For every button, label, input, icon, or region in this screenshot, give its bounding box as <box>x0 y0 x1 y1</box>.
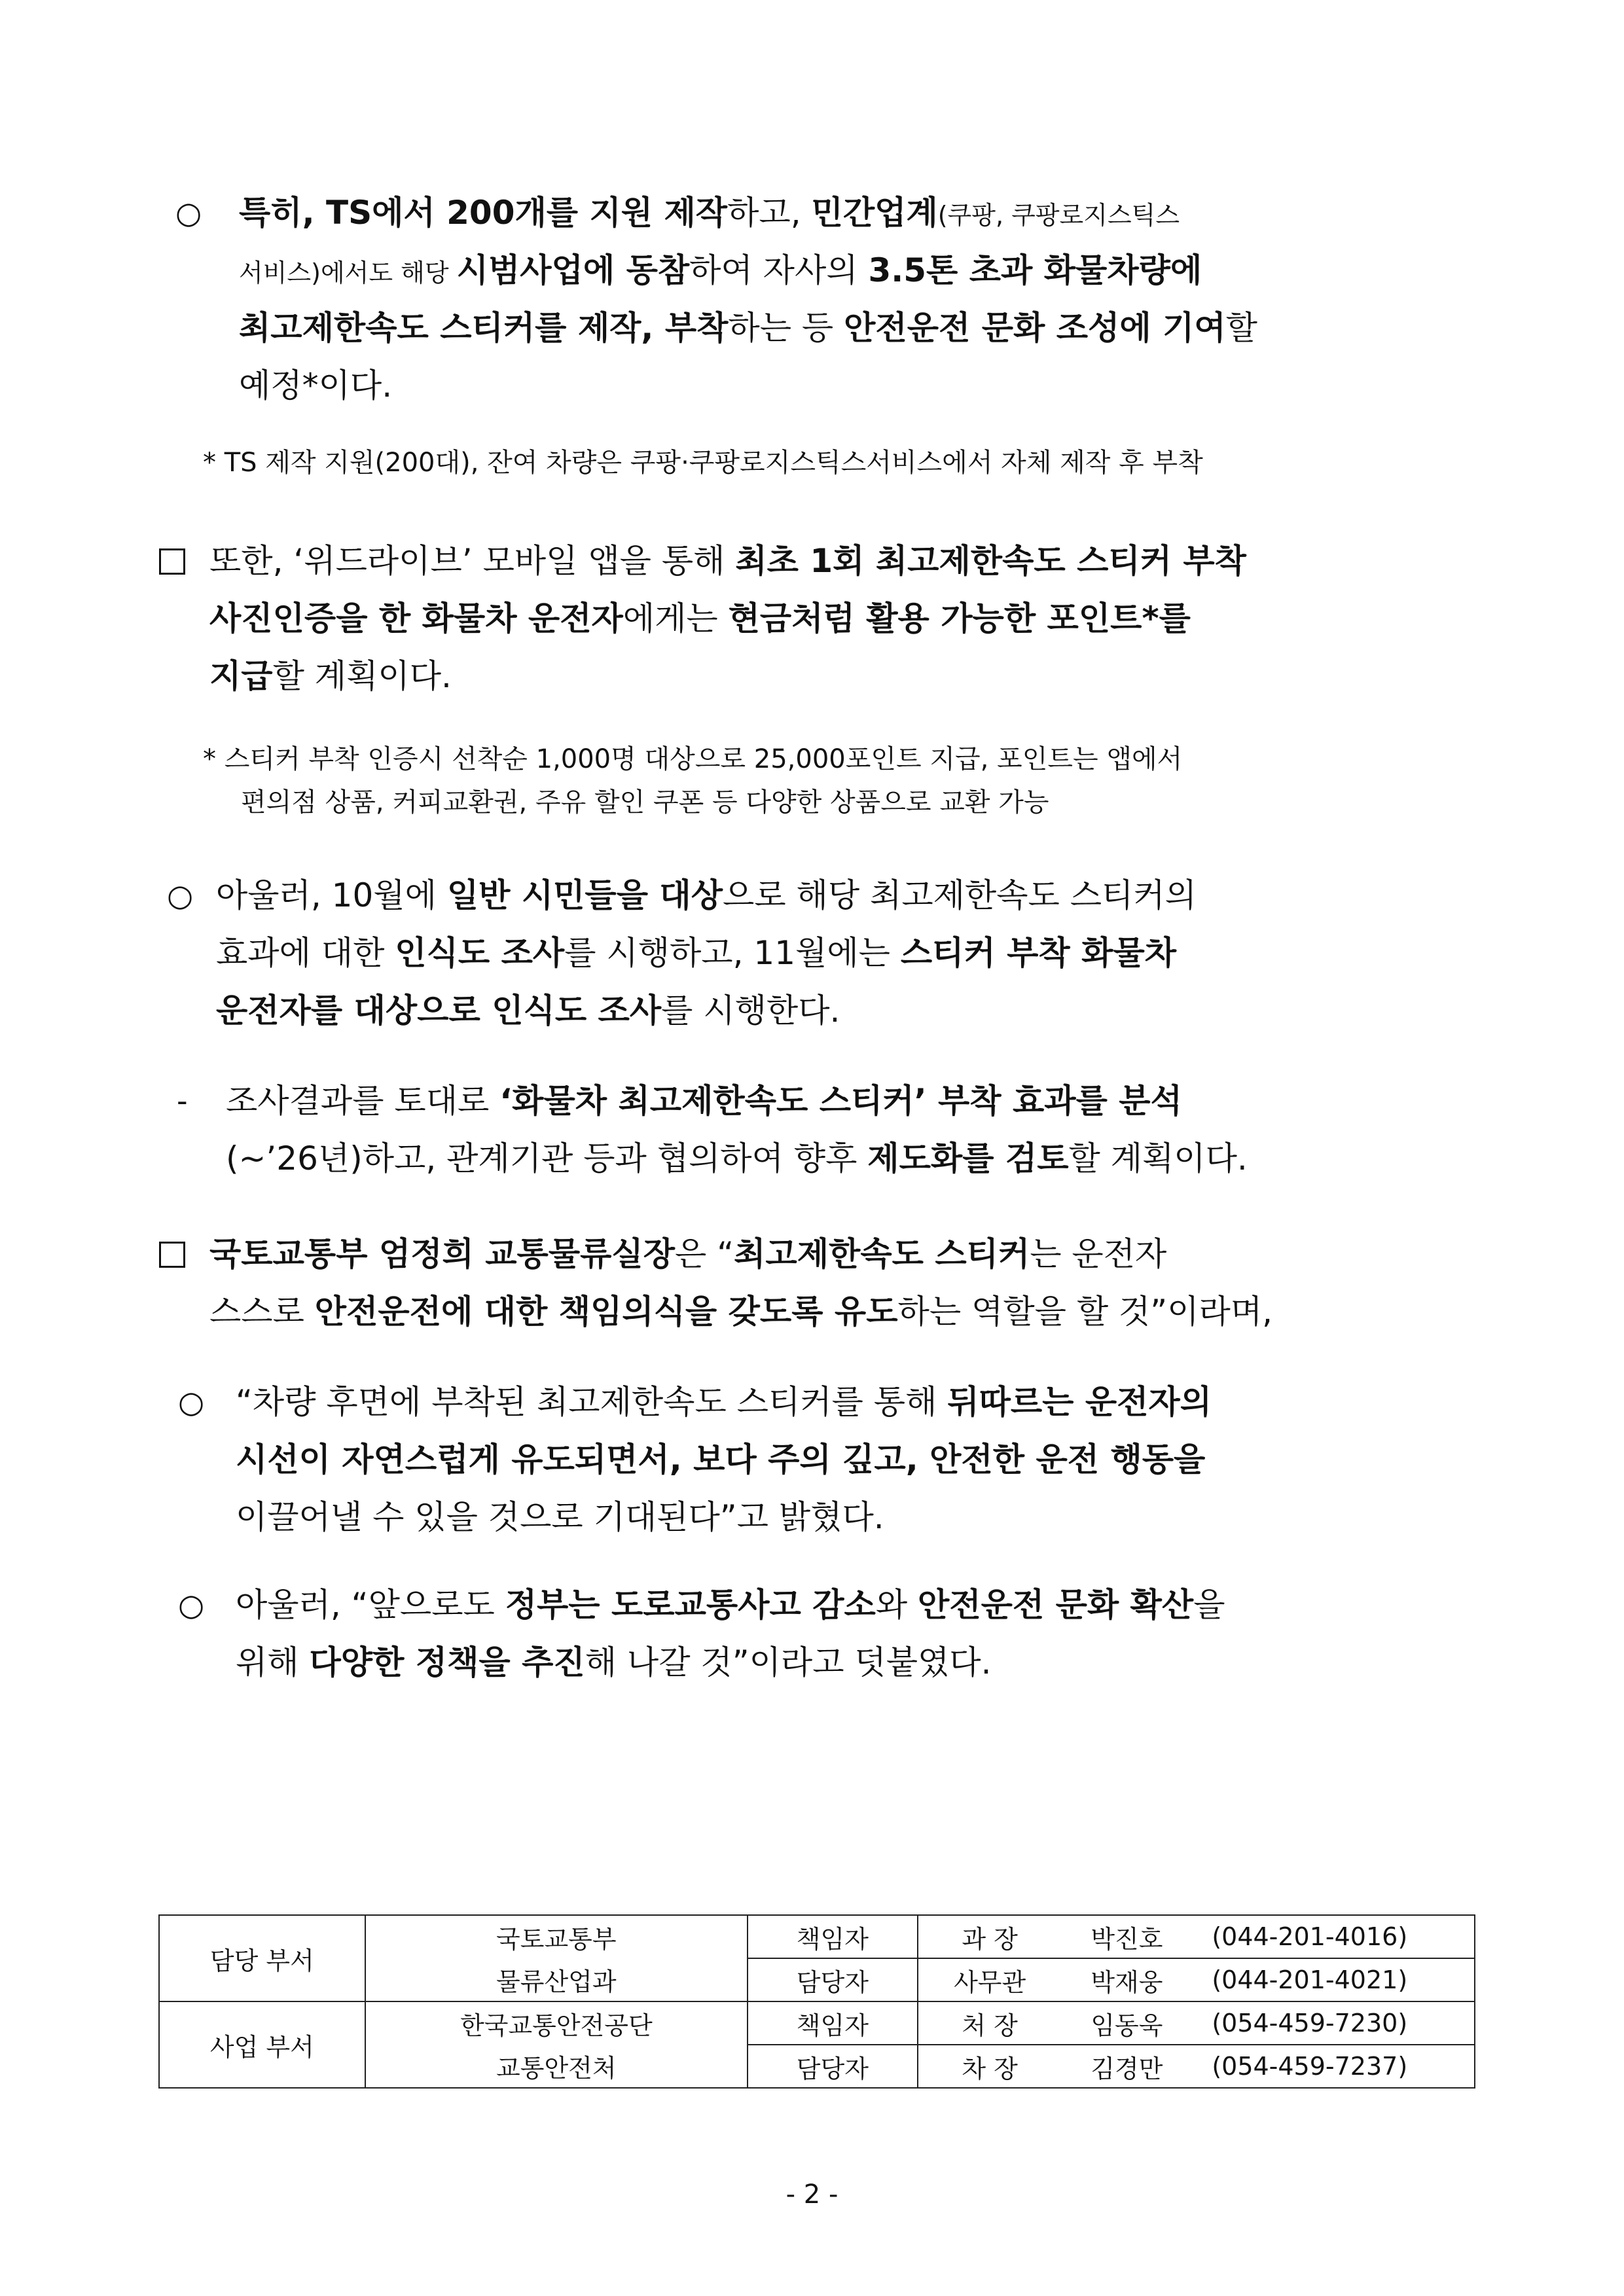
s1-l3-a: 최고제한속도 스티커를 제작, 부착 <box>239 309 729 347</box>
contacts-table <box>158 1914 1475 2089</box>
s1-l4: 예정*이다. <box>239 367 393 404</box>
s2-l2-a: 사진인증을 한 화물차 운전자 <box>209 600 623 637</box>
s2-l2-b: 에게는 <box>623 600 729 637</box>
role: 담당자 <box>748 1958 918 2001</box>
s1-l2-c: 하여 자사의 <box>689 251 869 289</box>
s3-l1-b: 일반 시민들을 대상 <box>446 876 723 914</box>
s3-sub2-a: (~’26년)하고, 관계기관 등과 협의하여 향후 <box>226 1139 868 1177</box>
page-number: - 2 - <box>785 2179 839 2210</box>
s3-line-2 <box>216 925 1176 980</box>
s3-sub2-b: 제도화를 검토 <box>867 1139 1069 1177</box>
s3-l2-d: 스티커 부착 화물차 <box>900 934 1177 972</box>
circle-bullet-icon: ○ <box>178 1384 205 1420</box>
s4-l1-b: 은 “ <box>675 1235 734 1273</box>
s3-line-1 <box>216 868 1197 923</box>
s1-l3-d: 할 <box>1225 309 1257 347</box>
org-name: 교통안전처 <box>365 2045 748 2088</box>
s3-sub1-a: 조사결과를 토대로 <box>226 1082 500 1120</box>
dept-label: 담당 부서 <box>159 1915 365 2001</box>
s4-l2-a: 스스로 <box>209 1293 315 1331</box>
s1-l1-b: 하고, <box>727 194 812 232</box>
phone-number: (044-201-4021) <box>1192 1958 1475 2001</box>
s4-q2-l1-b: 정부는 도로교통사고 감소 <box>505 1586 876 1624</box>
s1-line-3 <box>239 300 1257 355</box>
s2-l3-a: 지급 <box>209 657 273 695</box>
person-name: 임동욱 <box>1062 2001 1193 2045</box>
s4-q2-l1-a: 아울러, “앞으로도 <box>236 1586 505 1624</box>
role: 담당자 <box>748 2045 918 2088</box>
s2-line-2 <box>209 591 1191 646</box>
dept-label: 사업 부서 <box>159 2001 365 2088</box>
s4-l1-d: 는 운전자 <box>1030 1235 1167 1273</box>
s4-l1-c: 최고제한속도 스티커 <box>734 1235 1030 1273</box>
s4-line-1 <box>209 1227 1166 1282</box>
phone-number: (044-201-4016) <box>1192 1915 1475 1958</box>
s4-q2-l1-e: 을 <box>1193 1586 1225 1624</box>
s2-footnote-2: 편의점 상품, 커피교환권, 주유 할인 쿠폰 등 다양한 상품으로 교환 가능 <box>241 787 1049 817</box>
s3-sub1-b: ‘화물차 최고제한속도 스티커’ 부착 효과를 분석 <box>499 1082 1182 1120</box>
s2-l2-c: 현금처럼 활용 가능한 포인트*를 <box>728 600 1191 637</box>
s3-l3-b: 를 시행한다. <box>661 992 840 1030</box>
s2-l1-a: 또한, ‘위드라이브’ 모바일 앱을 통해 <box>209 542 736 580</box>
rank: 과 장 <box>918 1915 1062 1958</box>
s4-q2-l1-d: 안전운전 문화 확산 <box>918 1586 1194 1624</box>
org-name: 물류산업과 <box>365 1958 748 2001</box>
phone-number: (054-459-7230) <box>1192 2001 1475 2045</box>
s4-l2-b: 안전운전에 대한 책임의식을 갖도록 유도 <box>314 1293 898 1331</box>
circle-bullet-icon: ○ <box>178 1587 205 1623</box>
s4-l1-a: 국토교통부 엄정희 교통물류실장 <box>209 1235 676 1273</box>
contacts-row <box>159 2001 1475 2045</box>
s2-l3-b: 할 계획이다. <box>272 657 452 695</box>
dash-bullet: - <box>177 1083 188 1119</box>
s4-quote2-line-2 <box>236 1635 992 1690</box>
s3-l1-c: 으로 해당 최고제한속도 스티커의 <box>723 876 1197 914</box>
s2-l1-b: 최초 1회 최고제한속도 스티커 부착 <box>735 542 1246 580</box>
s4-quote2-line-1 <box>236 1577 1225 1632</box>
s3-l2-b: 인식도 조사 <box>395 934 565 972</box>
contacts-row <box>159 1915 1475 1958</box>
role: 책임자 <box>748 1915 918 1958</box>
s1-l2-a: 서비스)에서도 해당 <box>239 259 457 287</box>
s1-line-1 <box>239 185 1180 243</box>
s1-l1-d: (쿠팡, 쿠팡로지스틱스 <box>937 201 1180 230</box>
s4-l2-c: 하는 역할을 할 것”이라며, <box>897 1293 1273 1331</box>
s3-sub2-c: 할 계획이다. <box>1068 1139 1248 1177</box>
s1-footnote: * TS 제작 지원(200대), 잔여 차량은 쿠팡·쿠팡로지스틱스서비스에서 자체 제작 후 부착 <box>203 448 1203 478</box>
s1-l1-c: 민간업계 <box>811 194 938 232</box>
s3-l2-c: 를 시행하고, 11월에는 <box>564 934 901 972</box>
s1-l2-b: 시범사업에 동참 <box>456 251 690 289</box>
rank: 처 장 <box>918 2001 1062 2045</box>
person-name: 박진호 <box>1062 1915 1193 1958</box>
phone-number: (054-459-7237) <box>1192 2045 1475 2088</box>
s4-quote1-line-3: 이끌어낼 수 있을 것으로 기대된다”고 밝혔다. <box>236 1498 884 1536</box>
s1-l3-c: 안전운전 문화 조성에 기여 <box>844 309 1226 347</box>
s4-quote1-line-1 <box>236 1374 1212 1429</box>
s1-line-2 <box>239 243 1202 300</box>
s4-q1-l1-b: 뒤따르는 운전자의 <box>947 1383 1212 1421</box>
rank: 차 장 <box>918 2045 1062 2088</box>
s4-q2-l2-b: 다양한 정책을 추진 <box>309 1643 585 1681</box>
s2-footnote-1: * 스티커 부착 인증시 선착순 1,000명 대상으로 25,000포인트 지급, 포인트는 앱에서 <box>203 744 1183 774</box>
s4-q1-l1-a: “차량 후면에 부착된 최고제한속도 스티커를 통해 <box>236 1383 948 1421</box>
s3-l1-a: 아울러, 10월에 <box>216 876 447 914</box>
square-bullet-icon <box>159 1242 185 1268</box>
s4-line-2 <box>209 1284 1272 1339</box>
s1-l1-a: 특히, TS에서 200개를 지원 제작 <box>239 194 728 232</box>
square-bullet-icon <box>159 548 185 575</box>
person-name: 박재웅 <box>1062 1958 1193 2001</box>
role: 책임자 <box>748 2001 918 2045</box>
circle-bullet-icon: ○ <box>167 878 194 913</box>
s1-line-4 <box>239 358 392 413</box>
s2-line-3 <box>209 649 452 704</box>
s1-l3-b: 하는 등 <box>728 309 844 347</box>
s3-line-3 <box>216 983 840 1038</box>
s2-line-1 <box>209 533 1246 588</box>
s4-q2-l1-c: 와 <box>875 1586 918 1624</box>
s4-quote1-line-2: 시선이 자연스럽게 유도되면서, 보다 주의 깊고, 안전한 운전 행동을 <box>236 1441 1206 1479</box>
s3-sub-line-1 <box>226 1073 1182 1128</box>
rank: 사무관 <box>918 1958 1062 2001</box>
s4-q2-l2-a: 위해 <box>236 1643 310 1681</box>
org-name: 국토교통부 <box>365 1915 748 1958</box>
s3-l3-a: 운전자를 대상으로 인식도 조사 <box>216 992 662 1030</box>
org-name: 한국교통안전공단 <box>365 2001 748 2045</box>
s3-sub-line-2 <box>226 1131 1248 1186</box>
s3-l2-a: 효과에 대한 <box>216 934 395 972</box>
s1-l2-d: 3.5톤 초과 화물차량에 <box>868 251 1202 289</box>
person-name: 김경만 <box>1062 2045 1193 2088</box>
s4-q2-l2-c: 해 나갈 것”이라고 덧붙였다. <box>585 1643 992 1681</box>
circle-bullet-icon: ○ <box>175 195 202 230</box>
